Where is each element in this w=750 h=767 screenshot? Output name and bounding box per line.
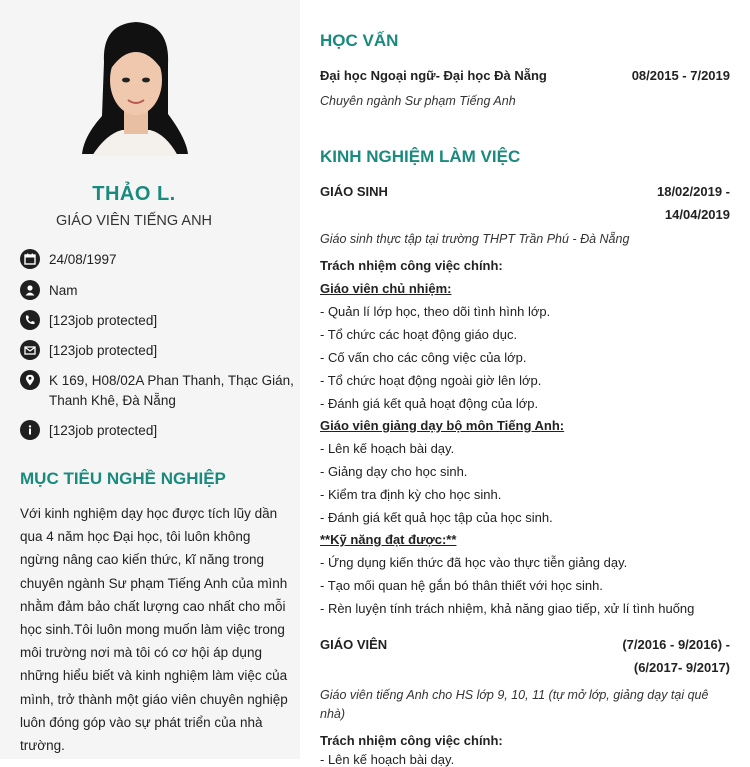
email-icon xyxy=(20,340,40,360)
job2-description-line-1: Giáo viên tiếng Anh cho HS lớp 9, 10, 11 (tự mở lớp, giảng dạy tại quê xyxy=(320,688,709,702)
profile-photo xyxy=(76,18,194,160)
candidate-name: THẢO L. xyxy=(92,183,176,205)
job2-item: - Lên kế hoạch bài dạy. xyxy=(320,752,455,767)
phone-text: [123job protected] xyxy=(49,313,158,328)
objective-line: học sinh.Tôi luôn mong muốn làm việc trong xyxy=(20,622,285,638)
education-major: Chuyên ngành Sư phạm Tiếng Anh xyxy=(320,94,516,108)
education-date: 08/2015 - 7/2019 xyxy=(631,68,730,83)
objective-line: mình, trở thành một giáo viên chuyên nghiệp xyxy=(20,691,288,707)
address-line-2: Thanh Khê, Đà Nẵng xyxy=(49,393,176,408)
objective-line: trường. xyxy=(20,738,65,754)
objective-line: ngừng nâng cao kiến thức, kĩ năng trong xyxy=(20,552,264,568)
objective-line: những hiểu biết và kinh nghiệm làm việc của xyxy=(20,668,288,684)
address-line-1: K 169, H08/02A Phan Thanh, Thạc Gián, xyxy=(49,373,294,388)
job2-description xyxy=(320,686,740,724)
gender-text: Nam xyxy=(49,283,78,298)
job1-item: - Tạo mối quan hệ gắn bó thân thiết với học sinh. xyxy=(320,578,603,593)
objective-line: luôn đóng góp vào sự phát triển của nhà xyxy=(20,714,263,730)
job1-subheading-homeroom: Giáo viên chủ nhiệm: xyxy=(320,281,452,296)
phone-icon xyxy=(20,310,40,330)
job1-description: Giáo sinh thực tập tại trường THPT Trần Phú - Đà Nẵng xyxy=(320,232,630,246)
birthdate-text: 24/08/1997 xyxy=(49,252,117,267)
job1-responsibilities-heading: Trách nhiệm công việc chính: xyxy=(320,258,503,273)
objective-heading: MỤC TIÊU NGHỀ NGHIỆP xyxy=(20,469,226,488)
job2-description-line-2: nhà) xyxy=(320,707,346,721)
education-heading: HỌC VẤN xyxy=(320,31,399,50)
job1-item: - Tổ chức các hoạt động giáo dục. xyxy=(320,327,518,342)
job1-item: - Quản lí lớp học, theo dõi tình hình lớp. xyxy=(320,304,551,319)
other-text: [123job protected] xyxy=(49,423,158,438)
objective-line: môi trường nơi mà tôi có cơ hội áp dụng xyxy=(20,645,262,661)
address-text xyxy=(49,371,299,411)
job1-item: - Đánh giá kết quả học tập của học sinh. xyxy=(320,510,553,525)
job1-date-start: 18/02/2019 - xyxy=(656,184,730,199)
job1-item: - Rèn luyện tính trách nhiệm, khả năng giao tiếp, xử lí tình huống xyxy=(320,601,695,616)
objective-line: qua 4 năm học Đại học, tôi luôn không xyxy=(20,529,251,545)
education-school: Đại học Ngoại ngữ- Đại học Đà Nẵng xyxy=(320,68,547,83)
experience-heading: KINH NGHIỆM LÀM VIỆC xyxy=(320,147,521,166)
job1-subheading-teaching: Giáo viên giảng dạy bộ môn Tiếng Anh: xyxy=(320,418,565,433)
job2-date-end: (6/2017- 9/2017) xyxy=(633,660,730,675)
job1-item: - Ứng dụng kiến thức đã học vào thực tiễn giảng dạy. xyxy=(320,555,628,570)
job1-item: - Giảng dạy cho học sinh. xyxy=(320,464,468,479)
job1-item: - Đánh giá kết quả hoạt động của lớp. xyxy=(320,396,539,411)
candidate-role: GIÁO VIÊN TIẾNG ANH xyxy=(55,213,213,229)
location-icon xyxy=(20,370,40,390)
job1-date-end: 14/04/2019 xyxy=(664,207,730,222)
job1-subheading-skills: **Kỹ năng đạt được:** xyxy=(320,532,457,547)
job2-date-start: (7/2016 - 9/2016) - xyxy=(622,637,730,652)
job2-title: GIÁO VIÊN xyxy=(320,637,388,652)
objective-text xyxy=(20,502,288,757)
user-icon xyxy=(20,280,40,300)
job1-title: GIÁO SINH xyxy=(320,184,388,199)
job1-item: - Cố vấn cho các công việc của lớp. xyxy=(320,350,527,365)
job1-item: - Tổ chức hoạt động ngoài giờ lên lớp. xyxy=(320,373,542,388)
objective-line: Với kinh nghiệm dạy học được tích lũy dần xyxy=(20,506,278,521)
job1-item: - Lên kế hoạch bài dạy. xyxy=(320,441,455,456)
objective-line: nhằm đảm bảo chất lượng cao nhất cho mỗi xyxy=(20,598,286,614)
calendar-icon xyxy=(20,249,40,269)
job1-item: - Kiểm tra định kỳ cho học sinh. xyxy=(320,487,502,502)
objective-line: chuyên ngành Sư phạm Tiếng Anh của mình xyxy=(20,575,288,591)
job2-responsibilities-heading: Trách nhiệm công việc chính: xyxy=(320,733,503,748)
email-text: [123job protected] xyxy=(49,343,158,358)
info-icon xyxy=(20,420,40,440)
